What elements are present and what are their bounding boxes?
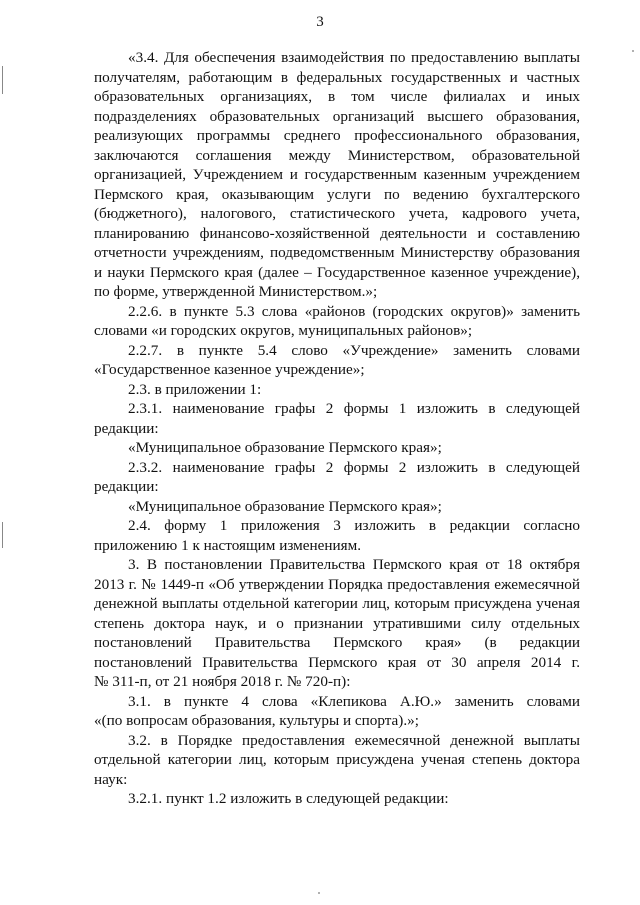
text-line: словами «и городских округов, муниципальных районов»;	[94, 322, 473, 339]
scan-margin-mark	[2, 66, 3, 94]
text-line: 2.2.7. в пункте 5.4 слово «Учреждение» заменить словами	[128, 341, 580, 359]
text-line: денежной выплаты отдельной категории лиц, которым присуждена ученая	[94, 595, 580, 612]
text-line: реализующих программы среднего профессионального образования,	[94, 127, 580, 144]
text-line: 2.3.2. наименование графы 2 формы 2 изложить в следующей	[128, 458, 580, 476]
text-line: планированию финансово-хозяйственной деятельности и составлению	[94, 224, 580, 242]
text-line: 2.4. форму 1 приложения 3 изложить в редакции согласно	[128, 517, 580, 534]
text-line: постановлений Правительства Пермского края» (в редакции	[94, 634, 580, 651]
text-line: 2013 г. № 1449-п «Об утверждении Порядка предоставления ежемесячной	[94, 575, 580, 593]
text-line: «(по вопросам образования, культуры и спорта).»;	[94, 712, 419, 729]
text-line: отчетности учреждениям, подведомственным Министерству образования	[94, 244, 580, 261]
text-line: 2.2.6. в пункте 5.3 слова «районов (городских округов)» заменить	[128, 302, 580, 320]
text-line: «Государственное казенное учреждение»;	[94, 361, 365, 378]
text-line: приложению 1 к настоящим изменениям.	[94, 536, 361, 554]
document-body	[94, 48, 580, 809]
text-line: «Муниципальное образование Пермского края»;	[128, 439, 442, 456]
text-line: редакции:	[94, 419, 159, 437]
text-line: «Муниципальное образование Пермского края»;	[128, 497, 442, 515]
text-line: получателям, работающим в федеральных государственных и частных	[94, 68, 580, 86]
text-line: 3. В постановлении Правительства Пермского края от 18 октября	[128, 556, 580, 573]
text-line: 3.2.1. пункт 1.2 изложить в следующей редакции:	[128, 790, 449, 807]
text-line: наук:	[94, 770, 128, 788]
text-line: 2.3. в приложении 1:	[128, 380, 262, 398]
text-line: отдельной категории лиц, которым присуждена ученая степень доктора	[94, 751, 580, 768]
scan-speck	[632, 50, 634, 52]
scan-margin-mark	[2, 522, 3, 548]
text-line: постановлений Правительства Пермского края от 30 апреля 2014 г.	[94, 653, 580, 671]
text-line: по форме, утвержденной Министерством.»;	[94, 283, 378, 300]
text-line: организацией, Учреждением и государственным казенным учреждением	[94, 166, 580, 183]
text-line: образовательных организациях, в том числе филиалах и иных	[94, 88, 580, 105]
text-line: заключаются соглашения между Министерством, образовательной	[94, 146, 580, 164]
text-line: редакции:	[94, 478, 159, 495]
text-line: степень доктора наук, и о признании утратившими силу отдельных	[94, 614, 580, 632]
scan-speck	[318, 892, 320, 894]
text-line: 2.3.1. наименование графы 2 формы 1 изложить в следующей	[128, 400, 580, 417]
page-number: 3	[316, 14, 324, 30]
text-line: и науки Пермского края (далее – Государственное казенное учреждение),	[94, 263, 580, 281]
text-line: подразделениях образовательных организаций высшего образования,	[94, 107, 580, 125]
text-line: 3.2. в Порядке предоставления ежемесячной денежной выплаты	[128, 731, 580, 749]
text-line: 3.1. в пункте 4 слова «Клепикова А.Ю.» заменить словами	[128, 692, 580, 710]
text-line: «3.4. Для обеспечения взаимодействия по предоставлению выплаты	[128, 49, 580, 66]
text-line: (бюджетного), налогового, статистического учета, кадрового учета,	[94, 205, 580, 222]
text-line: № 311-п, от 21 ноября 2018 г. № 720-п):	[94, 673, 351, 690]
text-line: Пермского края, оказывающим услуги по ведению бухгалтерского	[94, 185, 580, 203]
